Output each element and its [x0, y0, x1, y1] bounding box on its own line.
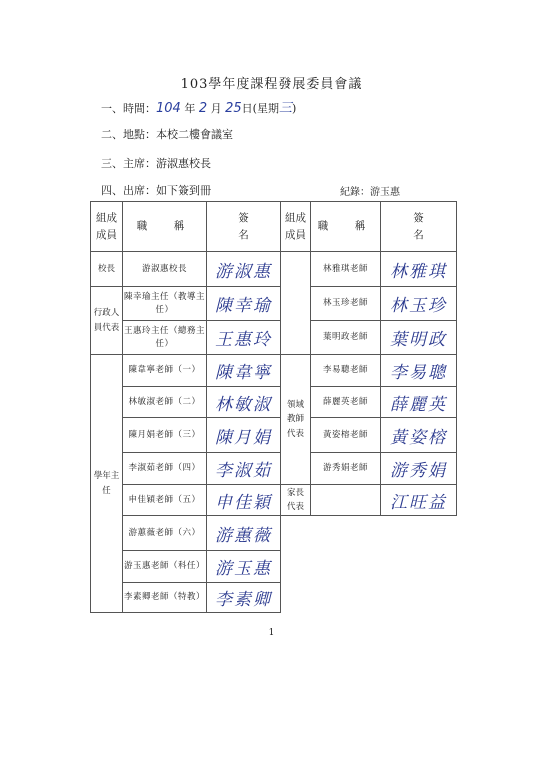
row-signature-right: 李易聰	[381, 355, 457, 387]
group-parent: 家長代表	[281, 485, 311, 516]
row-signature: 陳月娟	[207, 418, 281, 453]
time-year: 104	[156, 101, 181, 116]
row-title-right: 林玉珍老師	[311, 287, 381, 321]
row-title-right: 薛麗英老師	[311, 387, 381, 418]
row-title-right: 黃姿榕老師	[311, 418, 381, 453]
page-title: 103學年度課程發展委員會議	[180, 77, 363, 92]
row-signature: 游蕙薇	[207, 516, 281, 551]
row-title: 游淑惠校長	[123, 252, 207, 287]
table-row	[91, 453, 457, 485]
table-row	[91, 321, 457, 355]
row-signature: 李淑茹	[207, 453, 281, 485]
recorder-value: 游玉惠	[370, 187, 400, 198]
row-title-right: 林雅琪老師	[311, 252, 381, 287]
table-row	[91, 516, 457, 551]
table-row	[91, 287, 457, 321]
time-day: 25	[225, 101, 242, 116]
row-signature: 王惠玲	[207, 321, 281, 355]
meeting-chair	[101, 155, 211, 171]
row-title: 李淑茹老師（四）	[123, 453, 207, 485]
row-signature: 李素卿	[207, 583, 281, 613]
row-signature-right: 林雅琪	[381, 252, 457, 287]
row-signature: 林敏淑	[207, 387, 281, 418]
row-signature-right: 江旺益	[381, 485, 457, 516]
row-signature-right: 游秀娟	[381, 453, 457, 485]
group-domain: 領域教師代表	[281, 355, 311, 485]
row-title-right: 葉明政老師	[311, 321, 381, 355]
row-title: 申佳穎老師（五）	[123, 485, 207, 516]
row-title-right	[311, 485, 381, 516]
row-title: 游蕙薇老師（六）	[123, 516, 207, 551]
row-title: 李素卿老師（特教）	[123, 583, 207, 613]
row-signature-right: 葉明政	[381, 321, 457, 355]
attendance-value: 如下簽到冊	[156, 184, 211, 197]
header-title-right: 職 稱	[311, 202, 381, 252]
time-month: 2	[198, 101, 208, 116]
time-close: )	[291, 102, 297, 115]
row-signature-right: 薛麗英	[381, 387, 457, 418]
group-admin: 行政人員代表	[91, 287, 123, 355]
header-group: 組成成員	[91, 202, 123, 252]
place-value: 本校二樓會議室	[156, 128, 233, 141]
header-title: 職 稱	[123, 202, 207, 252]
group-domain-empty-top	[281, 252, 311, 355]
chair-value: 游淑惠校長	[156, 157, 211, 170]
meeting-time	[101, 97, 296, 116]
time-label: 一、時間：	[101, 102, 156, 115]
table-header-row	[91, 202, 457, 252]
attendance-label: 四、出席：	[101, 184, 156, 197]
time-month-unit: 月	[210, 102, 222, 115]
meeting-place	[101, 126, 233, 142]
table-row	[91, 418, 457, 453]
table-row	[91, 387, 457, 418]
signin-table	[90, 201, 463, 613]
row-signature: 陳幸瑜	[207, 287, 281, 321]
row-title: 王惠玲主任（總務主任）	[123, 321, 207, 355]
recorder-label: 紀錄：	[340, 187, 370, 198]
row-title: 陳月娟老師（三）	[123, 418, 207, 453]
row-signature: 游玉惠	[207, 551, 281, 583]
place-label: 二、地點：	[101, 128, 156, 141]
row-title-right: 游秀娟老師	[311, 453, 381, 485]
table-row	[91, 485, 457, 516]
chair-label: 三、主席：	[101, 157, 156, 170]
row-title: 游玉惠老師（科任）	[123, 551, 207, 583]
meeting-recorder	[340, 183, 400, 198]
page-number: 1	[268, 628, 275, 638]
time-year-unit: 年	[184, 102, 196, 115]
row-title: 陳幸瑜主任（教導主任）	[123, 287, 207, 321]
row-signature-right: 黃姿榕	[381, 418, 457, 453]
row-signature: 游淑惠	[207, 252, 281, 287]
header-signature: 簽 名	[207, 202, 281, 252]
header-group-right: 組成成員	[281, 202, 311, 252]
row-title: 林敏淑老師（二）	[123, 387, 207, 418]
row-signature-right: 林玉珍	[381, 287, 457, 321]
row-title-right: 李易聰老師	[311, 355, 381, 387]
group-principal: 校長	[91, 252, 123, 287]
header-signature-right: 簽 名	[381, 202, 457, 252]
table-row	[91, 355, 457, 387]
time-weekday: 三	[278, 101, 292, 116]
time-day-unit: 日(星期	[241, 102, 279, 115]
row-title: 陳韋寧老師（一）	[123, 355, 207, 387]
group-grade: 學年主任	[91, 355, 123, 613]
table-row	[91, 252, 457, 287]
row-signature: 陳韋寧	[207, 355, 281, 387]
row-signature: 申佳穎	[207, 485, 281, 516]
empty-area	[281, 516, 457, 613]
meeting-attendance	[101, 182, 211, 198]
